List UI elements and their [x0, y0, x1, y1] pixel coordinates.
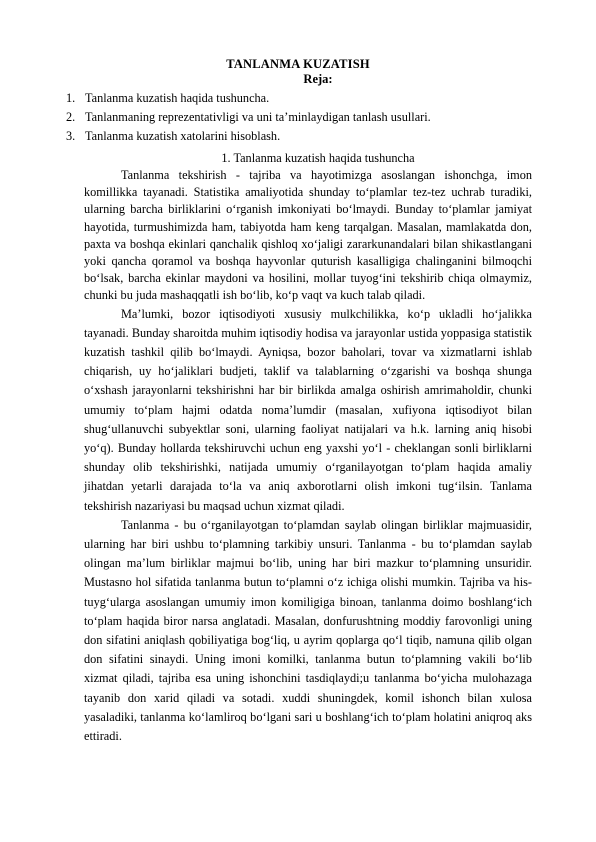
- plan-item: [66, 89, 536, 108]
- plan-list: [66, 89, 536, 146]
- paragraph: Tanlanma - bu o‘rganilayotgan to‘plamdan saylab olingan birliklar majmuasidir, ularning har biri ushbu to‘plamning tarkibiy unsuri. Tanlanma - bu to‘plamdan saylab olingan ma’lum birliklar majmui bo‘lib, uning har biri mazkur to‘plamning unsuridir. Mustasno hol sifatida tanlanma butun to‘plamni o‘z ichiga olishi mumkin. Tajriba va his-tuyg‘ularga asoslangan umumiy imon komiligiga binoan, tanlanma doimo boshlang‘ich to‘plam haqida biror narsa anglatadi. Masalan, donfurushtning moddiy farovonligi uning don sifatini aniqlash qobiliyatiga bog‘liq, u ayrim qoplarga qo‘l tiqib, namuna qilib olgan don sifatini sinaydi. Uning imoni komilki, tanlanma butun to‘plamning vakili bo‘lib xizmat qiladi, tajriba esa uning ishonchini tasdiqlaydi;u tanlanma bo‘yicha mulohazaga tayanib don xarid qiladi va sotadi. xuddi shuningdek, komil ishonch bilan xulosa yasaladiki, tanlanma ko‘lamliroq bo‘lgani sari u boshlang‘ich to‘plam holatini aniqroq aks ettiradi.: [84, 517, 532, 744]
- plan-item-text: Tanlanma kuzatish xatolarini hisoblash.: [85, 129, 281, 143]
- plan-item-number: 1.: [66, 91, 76, 105]
- paragraph: Tanlanma tekshirish - tajriba va hayotimizga asoslangan ishonchga, imon komillikka tayanadi. Statistika amaliyotida shunday to‘plamlar tez-tez uchrab turadiki, ularning barcha birliklarini o‘rganish imkoniyati bo‘lmaydi. Bunday to‘plamlar jamiyat hayotida, turmushimizda ham, tabiyotda ham keng tarqalgan. Masalan, mamlakatda don, paxta va boshqa ekinlari qanchalik qishloq xo‘jaligi zararkunandalari bilan shikastlangani yoki qancha qoramol va boshqa hayvonlar quturish kasalligiga chalinganini bilmoqchi bo‘lsak, barcha ekinlar maydoni va hosilini, mollar tuyog‘ini tekshirib chiqa olmaymiz, chunki bu juda mashaqqatli ish bo‘lib, ko‘p vaqt va kuch talab qiladi.: [84, 168, 532, 303]
- paragraph: Ma’lumki, bozor iqtisodiyoti xususiy mulkchilikka, ko‘p ukladli ho‘jalikka tayanadi. Bunday sharoitda muhim iqtisodiy hodisa va jarayonlar ustida yoppasiga statistik kuzatish tashkil qilib bo‘lmaydi. Ayniqsa, bozor baholari, tovar va xizmatlarni ishlab chiqarish, uy ho‘jaliklari budjeti, taklif va talablarning o‘zgarishi va boshqa shunga o‘xshash jarayonlarni tekshirishni har bir birlikda amalga oshirish amrimaholdir, chunki umumiy to‘plam hajmi odatda noma’lumdir (masalan, xufiyona iqtisodiyot bilan shug‘ullanuvchi subyektlar soni, ularning faoliyat natijalari va h.k. larning aniq hisobi yo‘q). Bunday hollarda tekshiruvchi uchun eng yaxshi yo‘l - cheklangan sonli birliklarni shunday olib tekshirishki, natijada umumiy o‘rganilayotgan to‘plam haqida amaliy jihatdan yetarli darajada to‘la va aniq axborotlarni olish imkoni tug‘ilsin. Tanlama tekshirish nazariyasi bu maqsad uchun xizmat qiladi.: [84, 306, 532, 513]
- plan-item-text: Tanlanma kuzatish haqida tushuncha.: [85, 91, 270, 105]
- plan-item-number: 2.: [66, 110, 76, 124]
- body-text: [84, 167, 532, 746]
- plan-item: [66, 108, 536, 127]
- plan-item-number: 3.: [66, 129, 76, 143]
- section-heading: 1. Tanlanma kuzatish haqida tushuncha: [221, 151, 415, 165]
- plan-item-text: Tanlanmaning reprezentativligi va uni ta’minlaydigan tanlash usullari.: [85, 110, 431, 124]
- plan-heading: Reja:: [303, 72, 333, 86]
- plan-item: [66, 127, 536, 146]
- document-title: TANLANMA KUZATISH: [226, 57, 370, 71]
